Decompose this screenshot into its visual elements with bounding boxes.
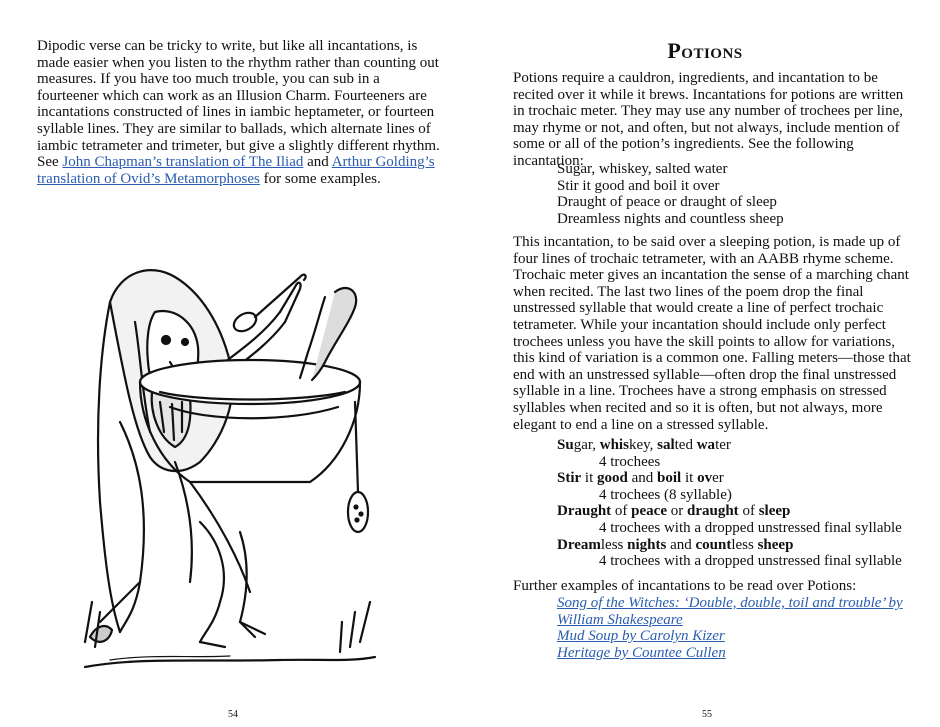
stressed-syllable: nights	[627, 536, 667, 553]
unstressed-text: of	[738, 503, 759, 520]
left-page	[0, 0, 468, 727]
incantation-poem	[557, 161, 784, 227]
stressed-syllable: count	[695, 536, 732, 553]
further-examples-label: Further examples of incantations to be read over Potions:	[513, 578, 857, 594]
stressed-syllable: Dream	[557, 536, 601, 553]
scansion-line	[557, 537, 902, 554]
stressed-syllable: draught	[687, 503, 739, 520]
unstressed-text: key,	[628, 437, 658, 453]
witch-cauldron-illustration	[80, 262, 380, 677]
scansion-line	[557, 503, 902, 520]
unstressed-text: it	[681, 470, 698, 487]
paragraph-text: and	[303, 154, 332, 171]
poem-line: Draught of peace or draught of sleep	[557, 194, 777, 211]
stressed-syllable: sheep	[757, 536, 794, 553]
link-mud-soup[interactable]: Mud Soup by Carolyn Kizer	[557, 628, 725, 645]
right-page	[470, 0, 940, 727]
stressed-syllable: sal	[657, 437, 675, 453]
page-number-right: 55	[702, 709, 712, 720]
poem-line: Sugar, whiskey, salted water	[557, 161, 728, 177]
unstressed-text: gar,	[573, 437, 600, 453]
poem-line: Stir it good and boil it over	[557, 177, 720, 194]
stressed-syllable: Draught	[557, 503, 612, 520]
stressed-syllable: boil	[657, 470, 682, 487]
stressed-syllable: peace	[631, 503, 667, 520]
unstressed-text: it	[581, 470, 598, 487]
stressed-syllable: Su	[557, 437, 574, 453]
potions-intro-paragraph: Potions require a cauldron, ingredients, and incantation to be recited over it while it brews. Incantations for potions are written in trochaic meter. They may use any number of trochees per line, may rhyme or not, and often, but not always, include mention of some or all of the potion’s ingredients. See the following incantation:	[513, 70, 904, 169]
paragraph-text: Dipodic verse can be tricky to write, but like all incantations, is made easier when you listen to the rhythm rather than counting out measures. If you have too much trouble, you can sub in a fourteener which can work as an Illusion Charm. Fourteeners are incantations constructed of lines in iambic heptameter, or fourteen syllable lines. They are similar to ballads, which alternate lines of iambic tetrameter and trimeter, but give a slightly different rhythm. See	[37, 38, 440, 171]
scansion-line	[557, 437, 902, 454]
stressed-syllable: whis	[599, 437, 629, 453]
stressed-syllable: Stir	[557, 470, 582, 487]
scansion-note: 4 trochees with a dropped unstressed final syllable	[599, 553, 902, 570]
unstressed-text: ted	[674, 437, 697, 453]
further-examples-links	[557, 595, 917, 661]
unstressed-text: er	[712, 470, 724, 487]
page-title: Potions	[667, 38, 743, 63]
stressed-syllable: sleep	[758, 503, 791, 520]
paragraph-text: for some examples.	[259, 170, 381, 187]
scansion-note: 4 trochees with a dropped unstressed final syllable	[599, 519, 902, 536]
link-golding-metamorphoses[interactable]: Arthur Golding’s translation of Ovid’s Metamorphoses	[37, 154, 435, 187]
scansion-line	[557, 470, 902, 487]
poem-line: Dreamless nights and countless sheep	[557, 210, 784, 227]
stressed-syllable: wa	[696, 437, 716, 453]
link-song-of-the-witches[interactable]: Song of the Witches: ‘Double, double, toil and trouble’ by William Shakespeare	[557, 595, 903, 628]
unstressed-text: of	[611, 503, 632, 520]
page-number-left: 54	[228, 709, 238, 720]
analysis-paragraph: This incantation, to be said over a sleeping potion, is made up of four lines of trochaic tetrameter, with an AABB rhyme scheme. Trochaic meter gives an incantation the sense of a marching chant when recited. The last two lines of the poem drop the final unstressed syllable that would create a line of perfect trochaic tetrameter. While your incantation should include only perfect trochees unless you have the skill points to allow for variations, this kind of variation is a common one. Falling meters—those that end with an unstressed syllable—often drop the final unstressed syllable in a line. Trochees have a strong emphasis on stressed syllables when recited and so it is often, but not always, more elegant to end a line on a stressed syllable.	[513, 234, 911, 433]
scansion-block	[557, 437, 902, 570]
unstressed-text: or	[667, 503, 687, 520]
unstressed-text: less	[731, 536, 758, 553]
unstressed-text: and	[627, 470, 658, 487]
scansion-note: 4 trochees	[599, 453, 661, 470]
stressed-syllable: ov	[697, 470, 713, 487]
link-chapman-iliad[interactable]: John Chapman’s translation of The Iliad	[62, 154, 304, 171]
unstressed-text: ter	[715, 437, 731, 453]
unstressed-text: less	[600, 536, 628, 553]
stressed-syllable: good	[597, 470, 628, 487]
unstressed-text: and	[666, 536, 696, 553]
scansion-note: 4 trochees (8 syllable)	[599, 486, 732, 503]
dipodic-verse-paragraph	[37, 38, 441, 187]
link-heritage[interactable]: Heritage by Countee Cullen	[557, 644, 726, 661]
